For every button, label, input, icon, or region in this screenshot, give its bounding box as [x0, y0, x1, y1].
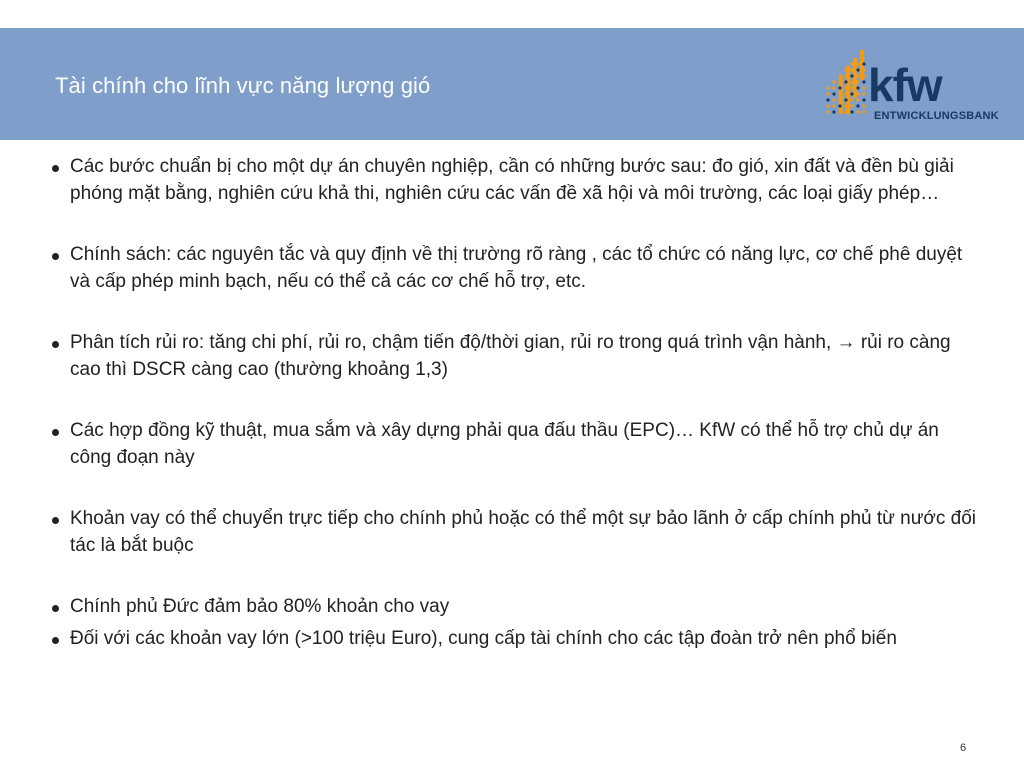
- logo-dot-shape: [832, 104, 835, 107]
- logo-dot-shape: [856, 68, 859, 71]
- logo-dot-shape: [832, 80, 835, 83]
- bullet-item: [48, 241, 978, 295]
- bullet-dot-icon: [52, 253, 59, 260]
- bullet-item: [48, 417, 978, 471]
- logo-dot-shape: [844, 92, 847, 95]
- logo-dot-shape: [838, 74, 841, 77]
- logo-dot-shape: [856, 110, 859, 113]
- logo-dot-shape: [856, 98, 859, 101]
- logo-dot-shape: [844, 74, 847, 77]
- logo-dot-shape: [856, 62, 859, 65]
- logo-dot-shape: [832, 98, 835, 101]
- logo-dot-shape: [862, 92, 865, 95]
- logo-dot-shape: [832, 110, 835, 113]
- bullet-item: [48, 593, 978, 620]
- logo-dot-shape: [832, 86, 835, 89]
- logo-dot-shape: [826, 86, 829, 89]
- bullet-item: [48, 505, 978, 559]
- logo-dot-shape: [862, 110, 865, 113]
- bullet-dot-icon: [52, 341, 59, 348]
- bullet-text: Khoản vay có thể chuyển trực tiếp cho chính phủ hoặc có thể một sự bảo lãnh ở cấp chính phủ từ nước đối tác là bắt buộc: [70, 508, 977, 556]
- logo-dot-shape: [862, 104, 865, 107]
- bullet-text: Các bước chuẩn bị cho một dự án chuyên nghiệp, cần có những bước sau: đo gió, xin đất và đền bù giải phóng mặt bằng, nghiên cứu khả thi, nghiên cứu các vấn đề xã hội và môi trường, các loại giấy phép…: [70, 156, 954, 204]
- bullet-item: [48, 329, 978, 383]
- logo-dot-shape: [862, 74, 865, 77]
- logo-dot-shape: [838, 98, 841, 101]
- slide-title: Tài chính cho lĩnh vực năng lượng gió: [55, 73, 431, 98]
- logo-dot-shape: [856, 92, 859, 95]
- logo-dot-shape: [850, 62, 853, 65]
- bullet-dot-icon: [52, 429, 59, 436]
- logo-dot-shape: [844, 80, 847, 83]
- bullet-text: Chính sách: các nguyên tắc và quy định về thị trường rõ ràng , các tổ chức có năng lực, cơ chế phê duyệt và cấp phép minh bạch, nếu có thể cả các cơ chế hỗ trợ, etc.: [70, 244, 963, 292]
- logo-dot-shape: [856, 86, 859, 89]
- logo-dot-shape: [850, 74, 853, 77]
- bullet-dot-icon: [52, 165, 59, 172]
- logo-dot-shape: [862, 80, 865, 83]
- logo-dot-shape: [826, 98, 829, 101]
- logo-dot-shape: [826, 104, 829, 107]
- bullet-text: Chính phủ Đức đảm bảo 80% khoản cho vay: [70, 596, 450, 617]
- logo-dot-shape: [862, 86, 865, 89]
- bullet-item: [48, 153, 978, 207]
- logo-dot-shape: [838, 104, 841, 107]
- logo-dot-shape: [832, 92, 835, 95]
- logo-dot-shape: [862, 98, 865, 101]
- logo-dot-shape: [826, 110, 829, 113]
- logo-dot-shape: [826, 92, 829, 95]
- bullet-dot-icon: [52, 605, 59, 612]
- logo-dot-shape: [850, 86, 853, 89]
- logo-dot-shape: [838, 92, 841, 95]
- bullet-text: Đối với các khoản vay lớn (>100 triệu Euro), cung cấp tài chính cho các tập đoàn trở nên phổ biến: [70, 628, 897, 649]
- page-number: 6: [960, 742, 967, 754]
- logo-dot-shape: [838, 80, 841, 83]
- logo-dot-shape: [850, 104, 853, 107]
- logo-dot-shape: [862, 68, 865, 71]
- logo-subtitle: ENTWICKLUNGSBANK: [874, 110, 999, 122]
- logo-dot-shape: [850, 110, 853, 113]
- logo-dot-shape: [850, 98, 853, 101]
- bullet-text: Phân tích rủi ro: tăng chi phí, rủi ro, chậm tiến độ/thời gian, rủi ro trong quá trình vận hành, → rủi ro càng cao thì DSCR càng cao (thường khoảng 1,3): [70, 332, 951, 380]
- logo-dot-shape: [850, 92, 853, 95]
- logo-dot-shape: [850, 80, 853, 83]
- logo-dot-shape: [856, 104, 859, 107]
- logo-dot-shape: [856, 74, 859, 77]
- logo-dot-shape: [850, 68, 853, 71]
- logo-dot-shape: [856, 80, 859, 83]
- logo-dot-shape: [844, 110, 847, 113]
- logo-wordmark: kfw: [868, 59, 942, 111]
- logo-dot-shape: [838, 110, 841, 113]
- logo-dot-shape: [838, 86, 841, 89]
- bullet-text: Các hợp đồng kỹ thuật, mua sắm và xây dựng phải qua đấu thầu (EPC)… KfW có thể hỗ trợ chủ dự án công đoạn này: [70, 420, 939, 468]
- bullet-dot-icon: [52, 637, 59, 644]
- bullet-list: [48, 153, 978, 652]
- logo-dot-shape: [862, 62, 865, 65]
- logo-dot-shape: [844, 86, 847, 89]
- bullet-dot-icon: [52, 517, 59, 524]
- logo-dot-shape: [844, 68, 847, 71]
- bullet-item: [48, 625, 978, 652]
- logo-dot-shape: [844, 104, 847, 107]
- logo-dot-shape: [844, 98, 847, 101]
